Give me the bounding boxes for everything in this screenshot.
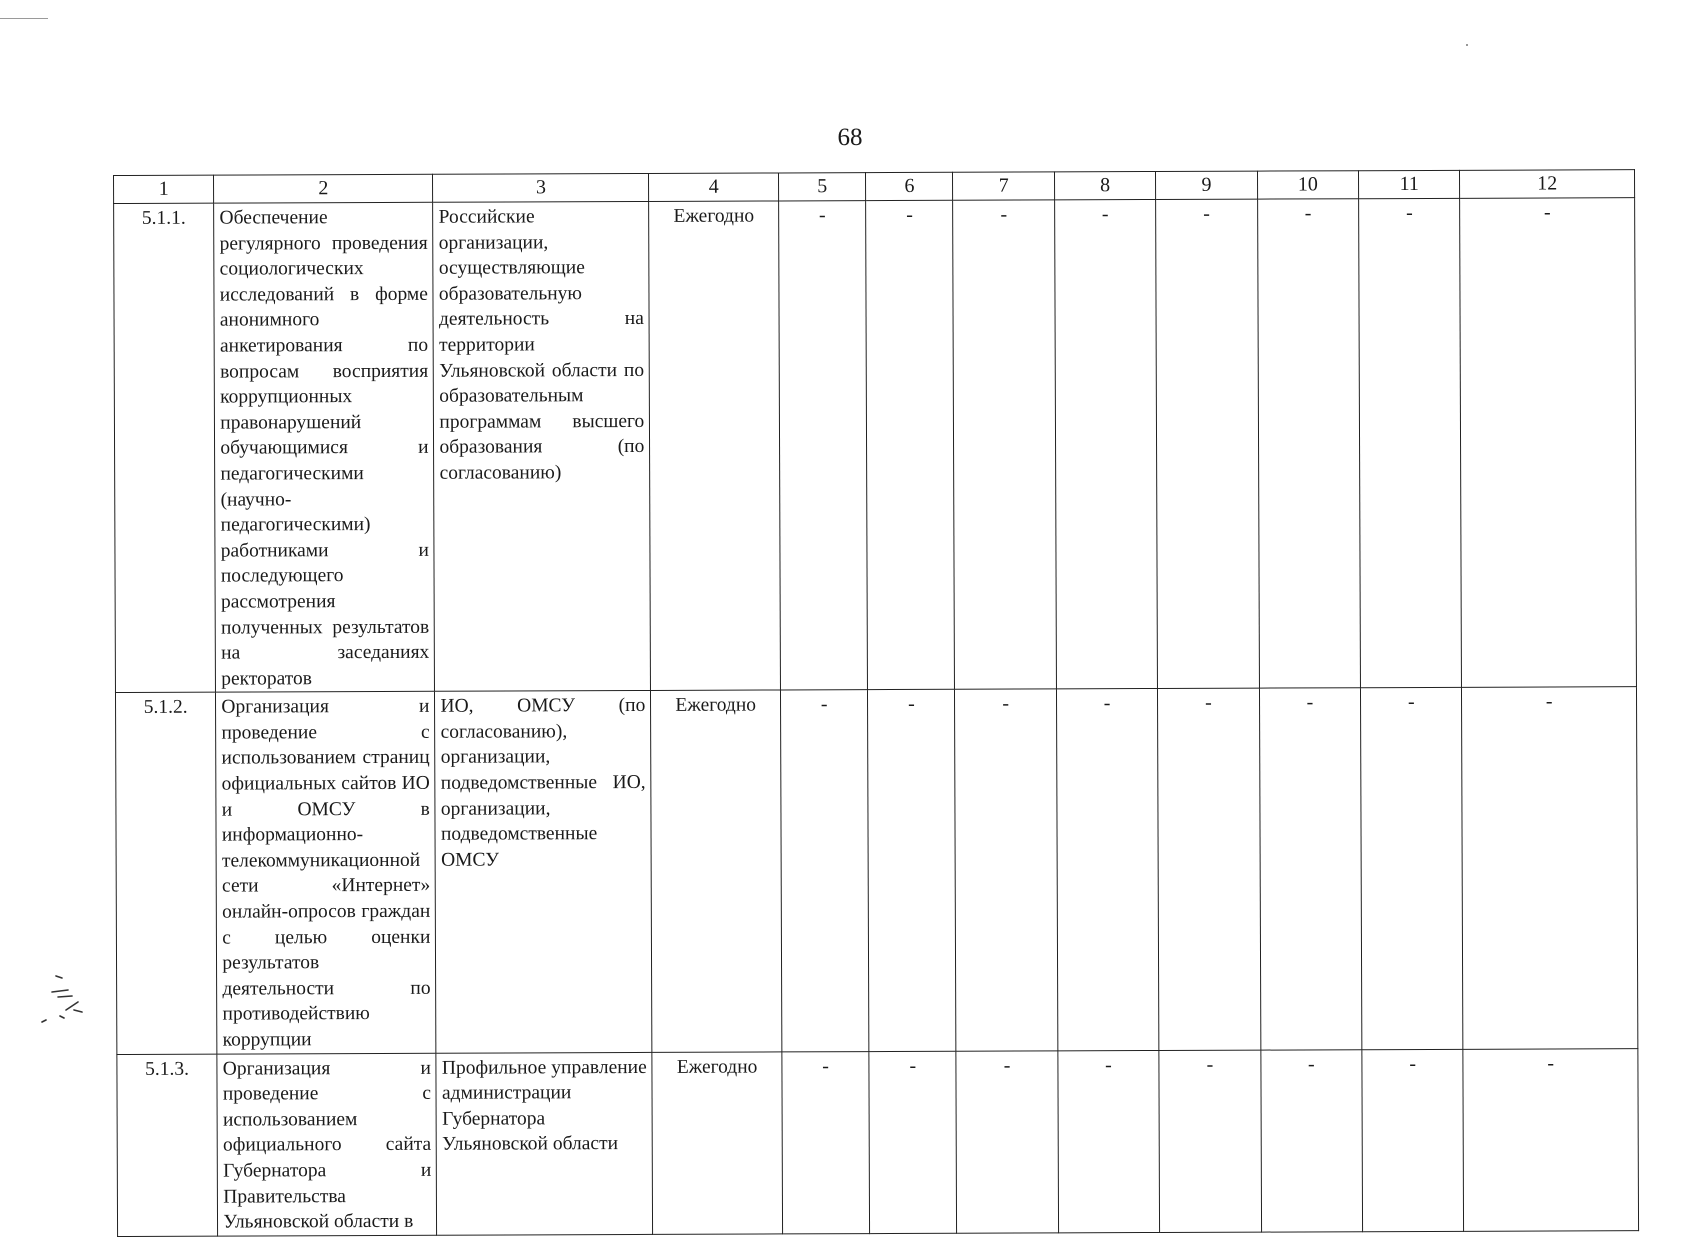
value-cell: - [782,1051,870,1233]
table-row [114,198,1637,693]
measure-text: Обеспечение регулярного проведения социологических исследований в форме анонимного анкетирования по вопросам восприятия коррупционных правонарушений обучающимися и педагогическими (научно-педагогическими) работниками и последующего рассмотрения полученных результатов на заседаниях ректоратов [214,202,435,692]
value-cell: - [869,1051,957,1233]
item-number: 5.1.2. [115,692,217,1054]
value-cell: - [1158,688,1261,1050]
table-row [115,687,1637,1054]
value-cell: - [956,1050,1058,1233]
value-cell: - [1257,199,1360,689]
page-number: 68 [837,124,863,151]
value-cell: - [779,201,868,691]
item-number: 5.1.3. [117,1054,218,1237]
value-cell: - [1054,199,1157,689]
executor-text: Профильное управление администрации Губернатора Ульяновской области [436,1052,653,1235]
table-row [117,1048,1639,1236]
executor-text: Российские организации, осуществляющие образовательную деятельность на территории Ульяновской области по образовательным программам высшего образования (по согласованию) [433,201,651,691]
value-cell: - [1261,1049,1363,1232]
executor-text: ИО, ОМСУ (по согласованию), организации, подведомственные ИО, организации, подведомственные ОМСУ [435,691,652,1053]
column-number: 12 [1460,170,1635,199]
value-cell: - [1462,687,1638,1049]
term-text: Ежегодно [649,201,781,691]
measure-text: Организация и проведение с использованием страниц официальных сайтов ИО и ОМСУ в информационно-телекоммуникационной сети «Интернет» онлайн-опросов граждан с целью оценки результатов деятельности по противодействию коррупции [216,692,437,1054]
column-number: 3 [433,173,649,202]
value-cell: - [1362,1049,1464,1232]
value-cell: - [955,689,1058,1051]
column-number: 6 [866,172,953,200]
value-cell: - [1156,199,1259,689]
value-cell: - [1058,1050,1160,1233]
value-cell: - [1361,688,1464,1050]
value-cell: - [1359,198,1462,688]
value-cell: - [868,690,957,1052]
term-text: Ежегодно [652,1052,782,1235]
term-text: Ежегодно [651,690,782,1052]
measures-table [113,169,1639,1237]
column-number: 5 [779,173,866,201]
value-cell: - [1460,198,1636,688]
value-cell: - [1159,1050,1261,1233]
value-cell: - [781,690,870,1052]
scan-edge-mark [0,18,48,19]
measure-text: Организация и проведение с использованием официального сайта Губернатора и Правительства Ульяновской области в [217,1053,437,1236]
value-cell: - [953,200,1056,690]
value-cell: - [1463,1048,1638,1231]
column-number: 8 [1054,171,1155,199]
column-number: 10 [1257,171,1358,199]
column-number: 4 [649,173,779,201]
value-cell: - [1259,688,1362,1050]
margin-scribble [38,970,98,1050]
column-number: 11 [1359,170,1460,198]
value-cell: - [1056,689,1159,1051]
column-number: 2 [214,174,433,203]
value-cell: - [866,200,955,690]
scan-speck [1466,44,1468,46]
column-number: 7 [953,172,1054,200]
column-number: 1 [114,175,214,203]
column-number: 9 [1156,171,1257,199]
item-number: 5.1.1. [114,203,216,693]
